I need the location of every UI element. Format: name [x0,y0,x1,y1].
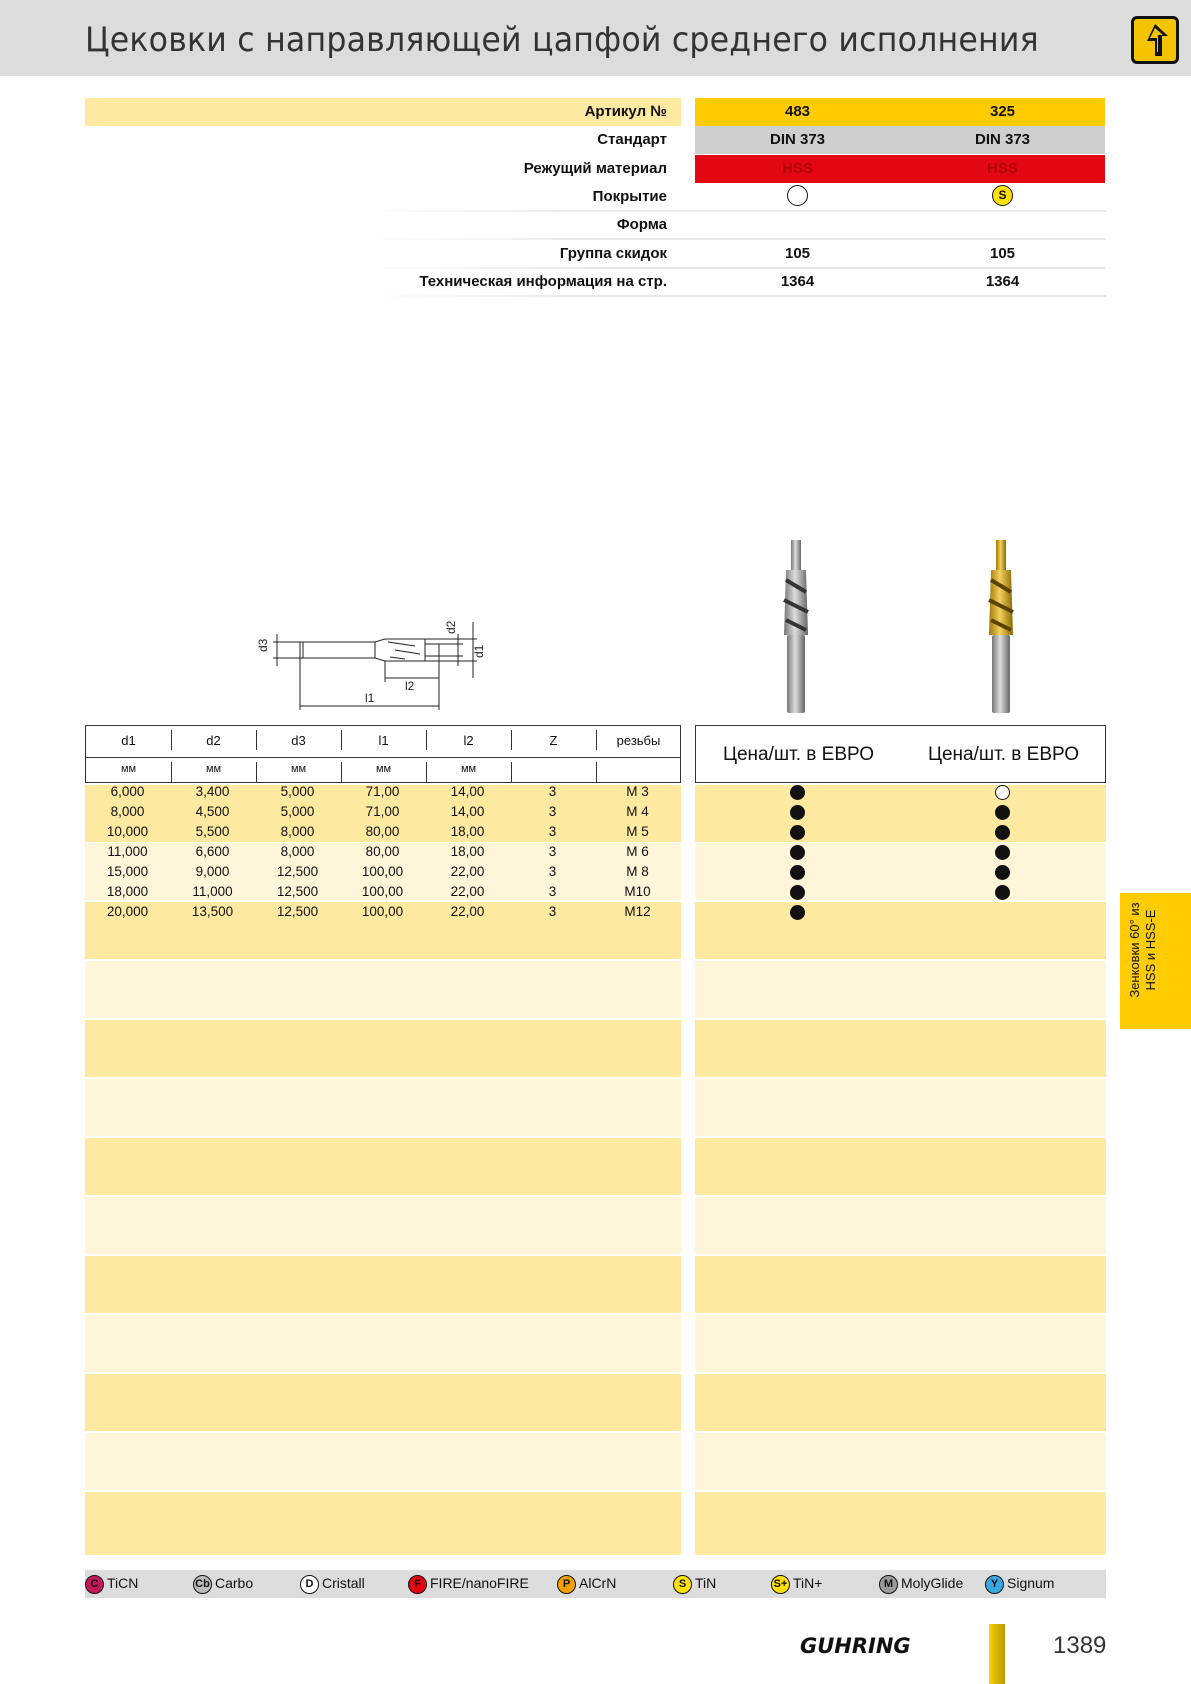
column-unit: мм [205,763,222,775]
table-cell: 18,00 [450,824,485,839]
table-cell: M 4 [626,804,649,819]
legend-item [985,1575,1054,1594]
table-band [695,1433,1106,1490]
spec-value: 1364 [985,273,1020,290]
table-band [695,1197,1106,1254]
table-band [695,843,1106,900]
column-header: Z [549,733,558,748]
l2-label: l2 [405,679,415,693]
countersink-category-icon [1131,16,1179,64]
column-header: d3 [291,733,306,748]
table-cell: 5,000 [280,804,315,819]
spec-value: DIN 373 [900,126,1105,154]
table-band [85,1374,681,1431]
column-header: l1 [378,733,389,748]
legend-label: FIRE/nanoFIRE [430,1575,529,1592]
table-cell: 18,000 [106,884,149,899]
table-cell: 3 [548,804,557,819]
table-band [85,1197,681,1254]
spec-row [0,98,1191,126]
availability-stock-icon [995,825,1010,840]
brand-logo: GUHRING [800,1634,911,1658]
column-unit: мм [120,763,137,775]
table-cell: 9,000 [195,864,230,879]
spec-row [0,268,1191,296]
table-cell: 3 [548,824,557,839]
spec-value: 105 [989,245,1016,262]
table-band [695,961,1106,1018]
coating-tin-icon: S [992,185,1013,206]
section-tab-label: Зенковки 60° из HSS и HSS-E [1127,902,1158,998]
table-cell: 6,600 [195,844,230,859]
table-cell: 11,000 [107,844,148,859]
table-band [695,1315,1106,1372]
table-cell: 3 [548,864,557,879]
table-cell: 22,00 [450,884,485,899]
table-cell: 14,00 [450,804,485,819]
table-band [85,1315,681,1372]
coating-legend [85,1570,1106,1598]
table-row [85,842,681,862]
coating-ticn-icon: C [85,1575,104,1594]
table-band [695,1374,1106,1431]
availability-open-icon [995,785,1010,800]
legend-item [557,1575,616,1594]
spec-row [0,155,1191,183]
tool-photo-325 [983,540,1023,715]
legend-item [673,1575,716,1594]
table-cell: M 3 [626,784,649,799]
price-header-483: Цена/шт. в ЕВРО [722,744,875,765]
spec-row [0,183,1191,211]
page-header [0,0,1191,76]
table-cell: 14,00 [450,784,485,799]
table-cell: 5,000 [280,784,315,799]
column-header: d2 [206,733,221,748]
d2-label: d2 [444,620,458,634]
spec-value: 1364 [780,273,815,290]
legend-label: MolyGlide [901,1575,964,1592]
coating-cristall-icon: D [300,1575,319,1594]
legend-item [85,1575,138,1594]
table-band [695,1492,1106,1555]
table-cell: 8,000 [280,844,315,859]
spec-row [0,126,1191,154]
spec-value: HSS [695,155,900,183]
spec-label: Режущий материал [523,160,667,177]
table-band [695,902,1106,959]
table-band [85,1256,681,1313]
availability-stock-icon [790,845,805,860]
table-cell: 22,00 [450,864,485,879]
table-row [85,882,681,902]
legend-item [879,1575,963,1594]
table-cell: 100,00 [361,904,404,919]
table-band [85,961,681,1018]
legend-label: TiN+ [793,1575,823,1592]
coating-none-icon [787,185,808,206]
table-band [85,1492,681,1555]
availability-stock-icon [790,785,805,800]
availability-stock-icon [995,845,1010,860]
table-cell: 4,500 [195,804,230,819]
table-cell: 18,00 [450,844,485,859]
availability-stock-icon [790,905,805,920]
table-cell: 80,00 [365,824,400,839]
coating-firenanofire-icon: F [408,1575,427,1594]
spec-row [0,211,1191,239]
d1-label: d1 [472,644,486,658]
table-cell: 3 [548,884,557,899]
table-cell: 20,000 [106,904,149,919]
table-band [85,1433,681,1490]
l1-label: l1 [365,691,375,705]
table-cell: 12,500 [276,864,319,879]
table-band [695,1020,1106,1077]
table-cell: 13,500 [191,904,234,919]
table-cell: 6,000 [110,784,145,799]
table-cell: 22,00 [450,904,485,919]
tool-photo-483 [778,540,818,715]
spec-label: Покрытие [592,188,667,205]
table-cell: 8,000 [110,804,145,819]
table-cell: M 8 [626,864,649,879]
table-band [695,1079,1106,1136]
table-band [85,1079,681,1136]
dimension-table-header [85,725,681,783]
coating-signum-icon: Y [985,1575,1004,1594]
price-table-header [695,725,1106,783]
table-cell: 12,500 [276,884,319,899]
table-cell: 3 [548,784,557,799]
price-header-325: Цена/шт. в ЕВРО [927,744,1080,765]
spec-value [900,211,1105,239]
availability-stock-icon [995,885,1010,900]
table-cell: 3,400 [195,784,230,799]
availability-stock-icon [790,865,805,880]
legend-item [300,1575,365,1594]
coating-alcrn-icon: P [557,1575,576,1594]
d3-label: d3 [256,638,270,652]
availability-stock-icon [995,865,1010,880]
legend-label: Carbo [215,1575,254,1592]
column-header: d1 [121,733,136,748]
column-unit: мм [290,763,307,775]
spec-label: Артикул № [584,103,667,120]
column-unit: мм [375,763,392,775]
table-cell: 12,500 [276,904,319,919]
spec-value: DIN 373 [695,126,900,154]
legend-item [771,1575,822,1594]
availability-stock-icon [790,885,805,900]
table-cell: M 5 [626,824,649,839]
table-cell: 100,00 [361,864,404,879]
legend-label: TiCN [107,1575,139,1592]
table-cell: M 6 [626,844,649,859]
page-number: 1389 [1053,1632,1107,1659]
spec-value: 325 [900,98,1105,126]
coating-tin-icon: S [673,1575,692,1594]
table-row [85,862,681,882]
table-row [85,802,681,822]
spec-label: Стандарт [597,131,667,148]
spec-value [900,183,1105,211]
spec-value: 483 [695,98,900,126]
legend-item [193,1575,253,1594]
table-cell: M10 [624,884,651,899]
spec-value: HSS [900,155,1105,183]
availability-stock-icon [995,805,1010,820]
table-cell: 11,000 [192,884,233,899]
page-title: Цековки с направляющей цапфой среднего исполнения [85,20,1039,60]
table-cell: 5,500 [195,824,230,839]
table-row [85,782,681,802]
spec-label: Группа скидок [559,245,667,262]
table-row [85,902,681,922]
technical-drawing [255,612,515,712]
spec-label: Форма [616,216,667,233]
table-cell: 100,00 [361,884,404,899]
table-cell: 71,00 [365,784,400,799]
table-row [85,822,681,842]
footer-bar [989,1624,1005,1684]
table-band [85,1138,681,1195]
coating-molyglide-icon: M [879,1575,898,1594]
table-band [695,785,1106,842]
spec-value [695,211,900,239]
table-cell: 10,000 [106,824,149,839]
coating-tin-icon: S+ [771,1575,790,1594]
table-band [695,1256,1106,1313]
availability-stock-icon [790,805,805,820]
legend-item [408,1575,529,1594]
column-header: l2 [463,733,474,748]
legend-label: Cristall [322,1575,365,1592]
column-unit: мм [460,763,477,775]
table-cell: 3 [548,904,557,919]
column-header: резьбы [616,733,661,748]
spec-value [695,183,900,211]
legend-label: AlCrN [579,1575,617,1592]
table-band [85,1020,681,1077]
table-cell: 71,00 [365,804,400,819]
table-cell: 8,000 [280,824,315,839]
spec-value: 105 [784,245,811,262]
table-cell: 80,00 [365,844,400,859]
table-cell: 15,000 [106,864,149,879]
table-cell: 3 [548,844,557,859]
spec-row [0,240,1191,268]
table-band [695,1138,1106,1195]
table-cell: M12 [624,904,651,919]
legend-label: TiN [695,1575,717,1592]
legend-label: Signum [1007,1575,1055,1592]
coating-carbo-icon: Cb [193,1575,212,1594]
availability-stock-icon [790,825,805,840]
spec-label: Техническая информация на стр. [419,273,667,290]
